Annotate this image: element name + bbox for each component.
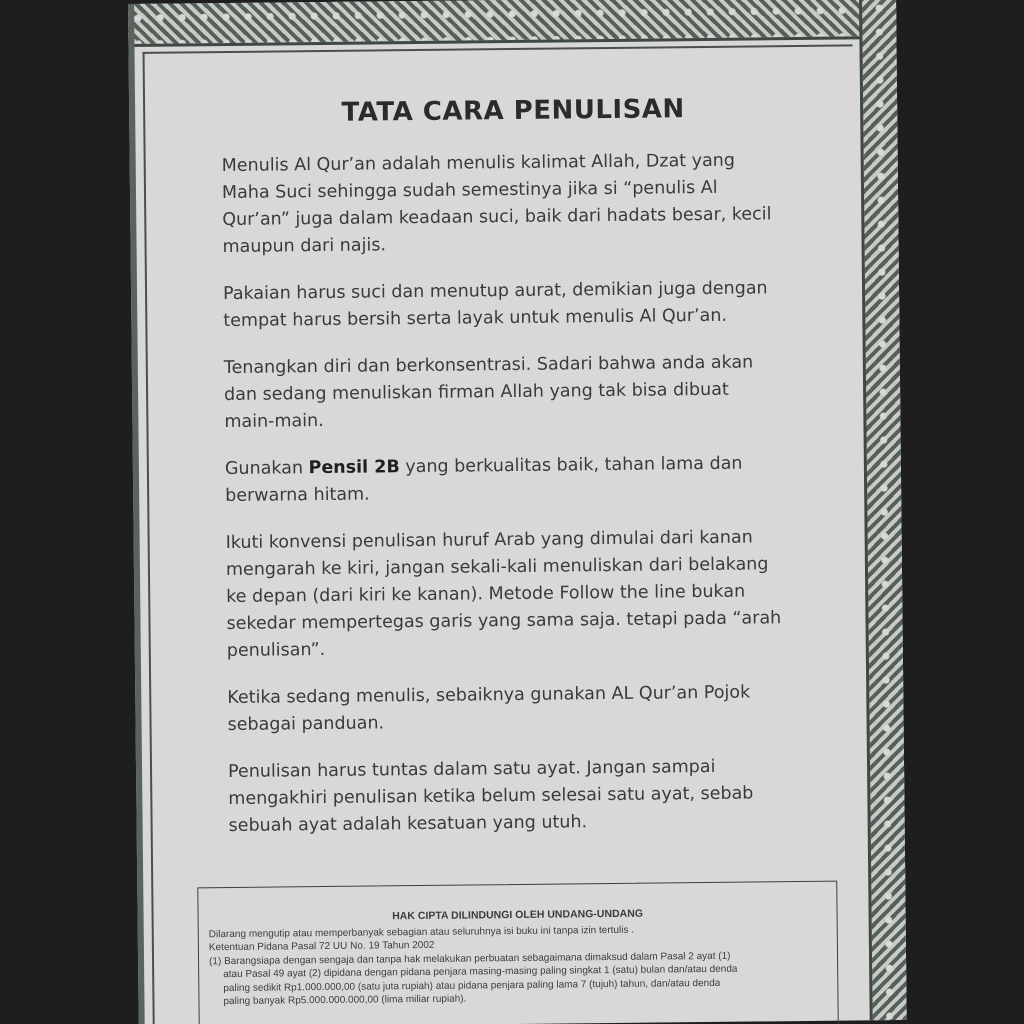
copyright-item-1-cont-3: paling banyak Rp5.000.000.000,00 (lima miliar rupiah).	[223, 993, 467, 1008]
copyright-heading: HAK CIPTA DILINDUNGI OLEH UNDANG-UNDANG	[392, 907, 644, 923]
copyright-item-1-cont-2: paling sedikit Rp1.000.000,00 (satu juta rupiah) atau pidana penjara paling lama 7 (tujuh) tahun, dan/atau denda	[223, 977, 721, 994]
ornament-border-right	[859, 0, 907, 1020]
paragraph-6: Ketika sedang menulis, sebaiknya gunakan AL Qur’an Pojok sebagai panduan.	[227, 682, 751, 736]
page-edge-left	[128, 4, 145, 1024]
paragraph-1: Menulis Al Qur’an adalah menulis kalimat Allah, Dzat yang Maha Suci sehingga sudah semestinya jika si “penulis Al Qur’an” juga dalam keadaan suci, baik dari hadats besar, kecil maupun dari najis.	[221, 150, 772, 258]
paragraph-5: Ikuti konvensi penulisan huruf Arab yang dimulai dari kanan mengarah ke kiri, jangan sekali-kali menuliskan dari belakang ke depan (dari kiri ke kanan). Metode Follow the line bukan sekedar mempertegas garis yang sama saja. tetapi pada “arah penulisan”.	[225, 527, 782, 662]
pencil-highlight: Pensil 2B	[308, 457, 400, 479]
book-page	[128, 0, 907, 1024]
copyright-item-1: (1) Barangsiapa dengan sengaja dan tanpa hak melakukan perbuatan sebagaimana dimaksud dalam Pasal 2 ayat (1)	[208, 950, 731, 967]
copyright-notice	[197, 881, 839, 1024]
copyright-line-2: Ketentuan Pidana Pasal 72 UU No. 19 Tahun 2002	[208, 939, 435, 954]
paragraph-4-end: yang berkualitas baik, tahan lama dan berwarna hitam.	[225, 453, 743, 507]
paragraph-2: Pakaian harus suci dan menutup aurat, demikian juga dengan tempat harus bersih serta layak untuk menulis Al Qur’an.	[222, 278, 768, 332]
paragraph-4-start: Gunakan	[224, 458, 309, 480]
page-title: TATA CARA PENULISAN	[341, 94, 685, 128]
copyright-line-1: Dilarang mengutip atau memperbanyak sebagian atau seluruhnya isi buku ini tanpa izin tertulis .	[208, 924, 635, 940]
paragraph-7: Penulisan harus tuntas dalam satu ayat. Jangan sampai mengakhiri penulisan ketika belum selesai satu ayat, sebab sebuah ayat adalah kesatuan yang utuh.	[227, 756, 754, 837]
ornament-border-top	[128, 0, 896, 47]
instructions-body	[222, 147, 789, 860]
paragraph-4	[225, 450, 786, 510]
paragraph-3: Tenangkan diri dan berkonsentrasi. Sadari bahwa anda akan dan sedang menuliskan firman Allah yang tak bisa dibuat main-main.	[223, 352, 754, 433]
copyright-item-1-cont-1: atau Pasal 49 ayat (2) dipidana dengan pidana penjara masing-masing paling singkat 1 (satu) bulan dan/atau denda	[223, 963, 738, 981]
